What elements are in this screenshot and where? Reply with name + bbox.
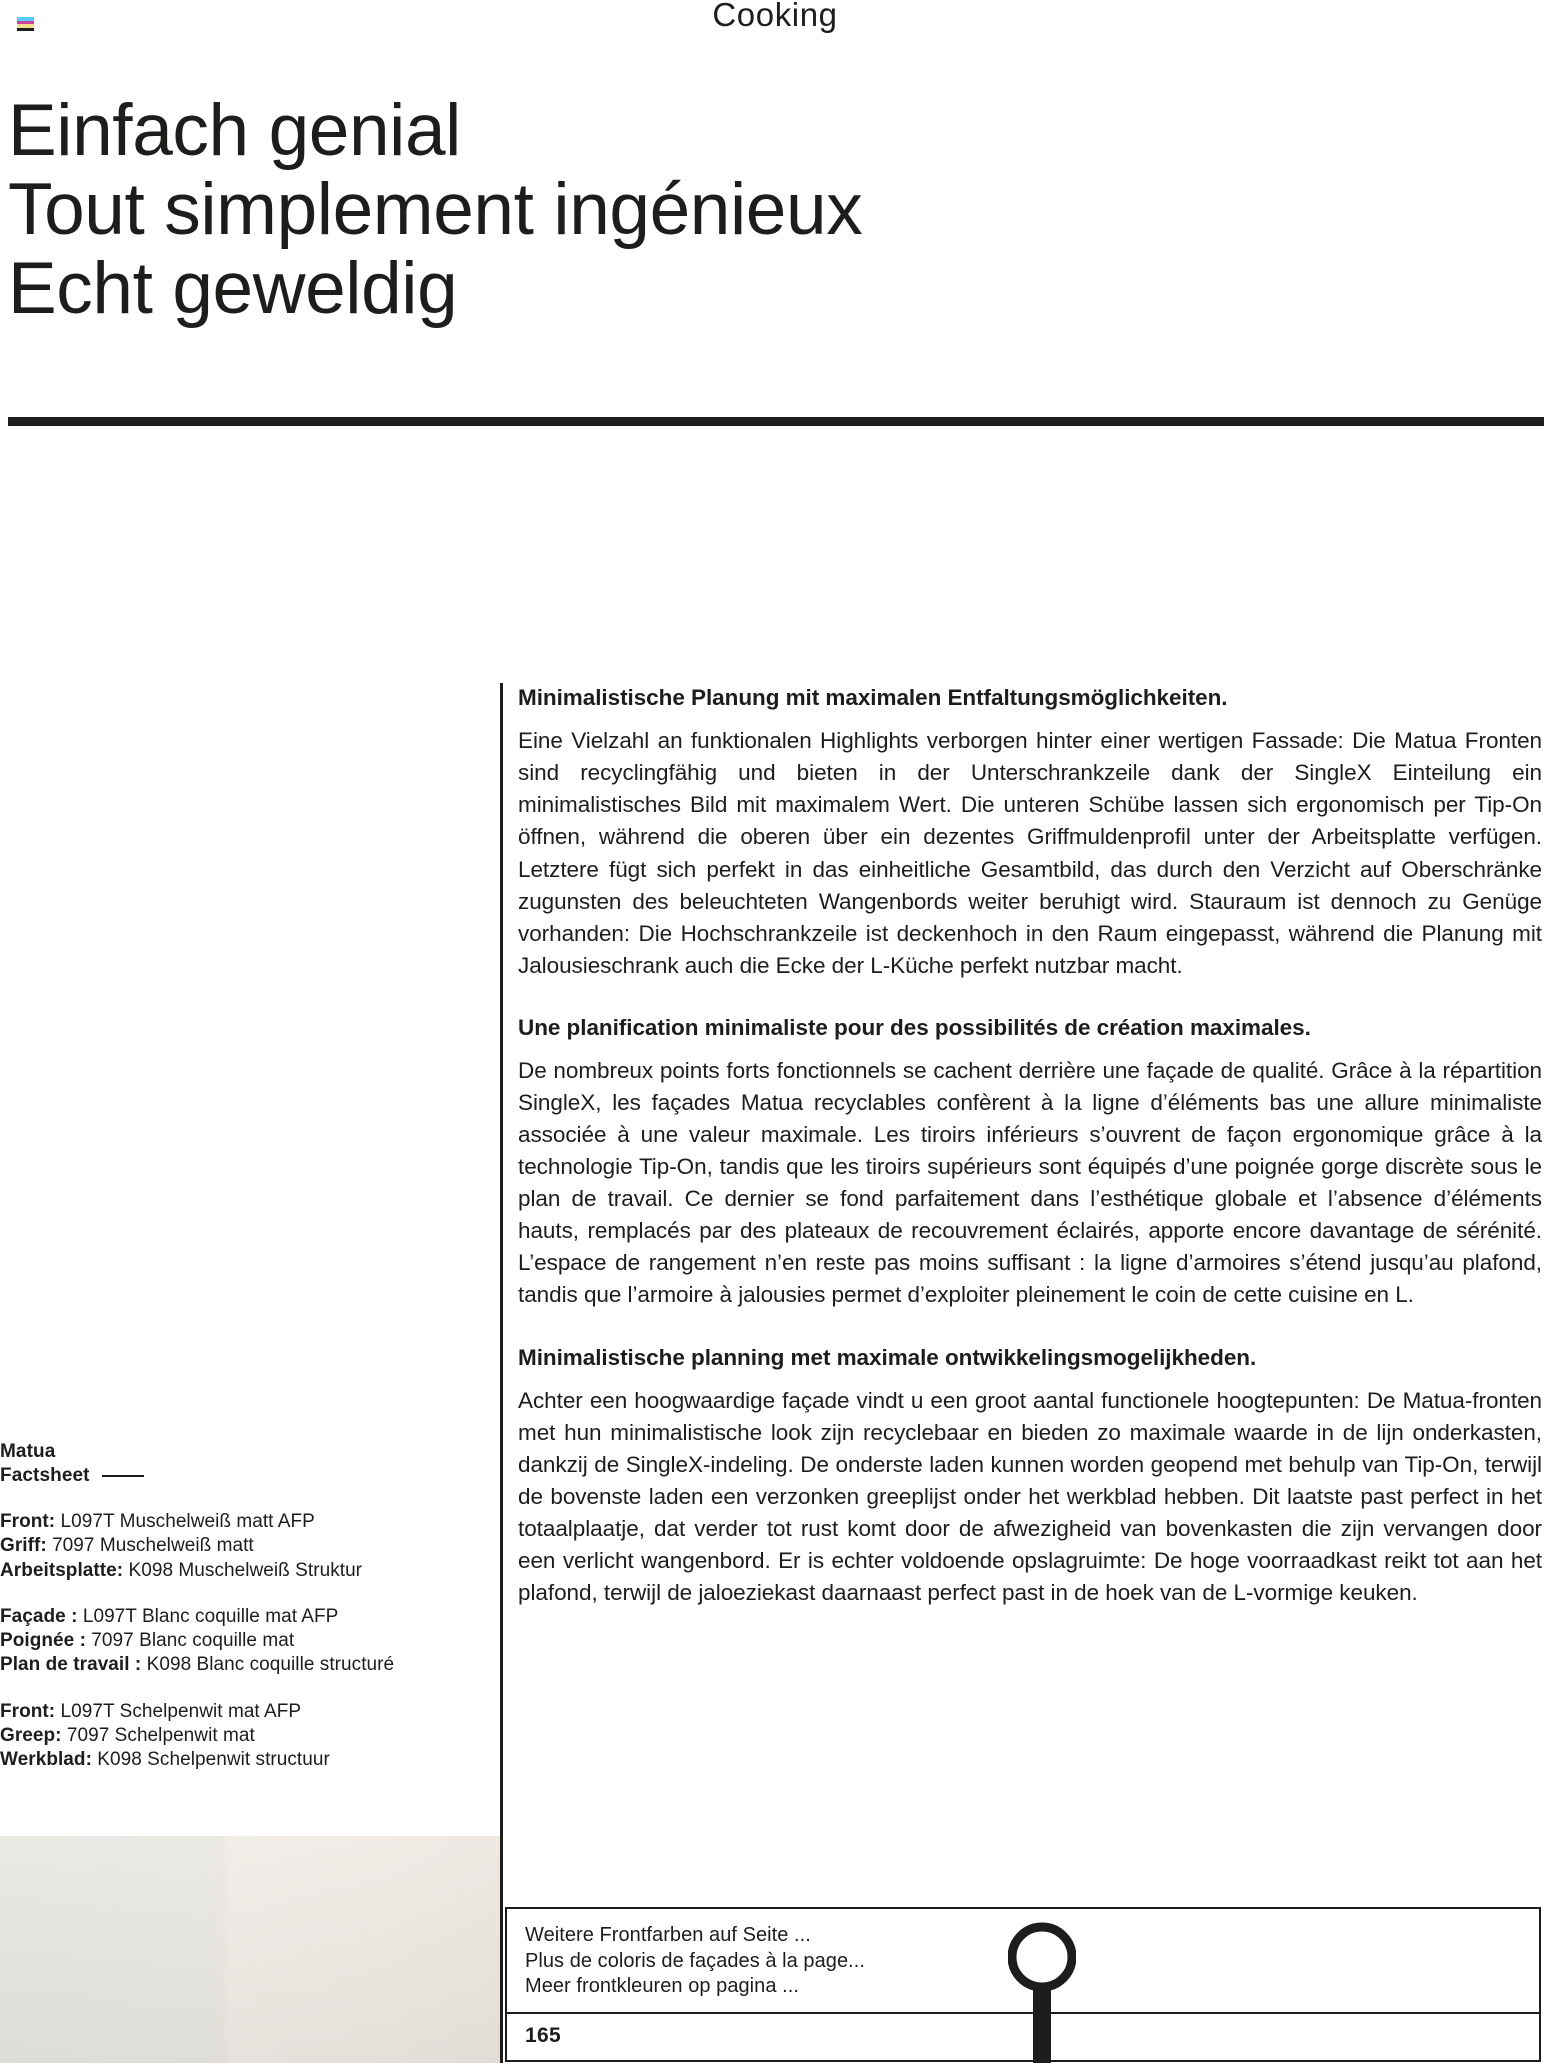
- factsheet-group-fr: [0, 1605, 500, 1678]
- factsheet-group-nl: [0, 1700, 500, 1773]
- page-number: 165: [525, 2023, 561, 2047]
- description-block: [518, 683, 1542, 1609]
- factsheet-row-value: K098 Muschelweiß Struktur: [123, 1559, 363, 1581]
- cross-reference-note-fr: Plus de coloris de façades à la page...: [525, 1949, 865, 1972]
- page-title: [8, 92, 1408, 328]
- factsheet-title-row: [0, 1464, 500, 1488]
- factsheet-row: [0, 1605, 500, 1629]
- factsheet-row-value: 7097 Muschelweiß matt: [46, 1535, 254, 1557]
- factsheet-row-value: L097T Schelpenwit mat AFP: [55, 1700, 302, 1722]
- factsheet-row: [0, 1700, 500, 1724]
- factsheet-row: [0, 1748, 500, 1772]
- factsheet-row-value: K098 Schelpenwit structuur: [91, 1749, 330, 1771]
- headline-divider-rule: [8, 417, 1544, 426]
- factsheet-row: [0, 1653, 500, 1677]
- factsheet-title-line1: Matua: [0, 1441, 56, 1462]
- headline-line-nl: Echt geweldig: [8, 247, 458, 329]
- paragraph-fr: De nombreux points forts fonctionnels se cachent derrière une façade de qualité. Grâce à la répartition SingleX, les façades Matua recyclables confèrent à la ligne d’éléments bas une allure minimaliste associée à une valeur maximale. Les tiroirs inférieurs s’ouvrent de façon ergonomique grâce à la technologie Tip-On, tandis que les tiroirs supérieurs sont équipés d’une poignée gorge discrète sous le plan de travail. Ce dernier se fond parfaitement dans l’esthétique globale et l’absence d’éléments hauts, remplacés par des plateaux de recouvrement éclairés, apporte encore davantage de sérénité. L’espace de rangement n’en reste pas moins suffisant : la ligne d’armoires s’étend jusqu’au plafond, tandis que l’armoire à jalousies permet d’exploiter pleinement le coin de cette cuisine en L.: [518, 1058, 1542, 1308]
- heading-nl: Minimalistische planning met maximale ontwikkelingsmogelijkheden.: [518, 1344, 1257, 1370]
- factsheet-row-value: K098 Blanc coquille structuré: [141, 1654, 395, 1676]
- factsheet-title-line2: Factsheet: [0, 1464, 90, 1486]
- factsheet-row-label: Front:: [0, 1510, 56, 1532]
- factsheet-row-label: Arbeitsplatte:: [0, 1559, 124, 1581]
- factsheet-row: [0, 1510, 500, 1534]
- headline-line-de: Einfach genial: [8, 90, 462, 171]
- factsheet-row-label: Werkblad:: [0, 1749, 92, 1771]
- factsheet-row-label: Griff:: [0, 1535, 47, 1557]
- factsheet-row: [0, 1534, 500, 1558]
- factsheet-block: [0, 1440, 500, 1773]
- factsheet-row-value: 7097 Schelpenwit mat: [61, 1725, 255, 1747]
- factsheet-row-value: L097T Blanc coquille mat AFP: [77, 1605, 339, 1627]
- factsheet-row-label: Poignée :: [0, 1630, 86, 1652]
- factsheet-row-label: Plan de travail :: [0, 1654, 142, 1676]
- headline-line-fr: Tout simplement ingénieux: [8, 168, 863, 250]
- cross-reference-note-de: Weitere Frontfarben auf Seite ...: [525, 1924, 811, 1946]
- factsheet-row-value: 7097 Blanc coquille mat: [85, 1630, 295, 1652]
- paragraph-de: Eine Vielzahl an funktionalen Highlights verborgen hinter einer wertigen Fassade: Die Matua Fronten sind recyclingfähig und bieten in der Unterschrankzeile dank der SingleX Einteilung ein minimalistisches Bild mit maximalem Wert. Die unteren Schübe lassen sich ergonomisch per Tip-On öffnen, während die oberen über ein dezentes Griffmuldenprofil unter der Arbeitsplatte verfügen. Letztere fügt sich perfekt in das einheitliche Gesamtbild, das durch den Verzicht auf Oberschränke zugunsten des beleuchteten Wangenbords weiter beruhigt wird. Stauraum ist dennoch zu Genüge vorhanden: Die Hochschrankzeile ist deckenhoch in den Raum eingepasst, während die Planung mit Jalousieschrank auch die Ecke der L-Küche perfekt nutzbar macht.: [518, 728, 1542, 978]
- factsheet-group-de: [0, 1510, 500, 1583]
- column-divider-rule: [500, 683, 503, 2063]
- factsheet-row: [0, 1724, 500, 1748]
- factsheet-row-label: Front:: [0, 1700, 56, 1722]
- factsheet-row-label: Façade :: [0, 1605, 78, 1627]
- paragraph-nl: Achter een hoogwaardige façade vindt u een groot aantal functionele hoogtepunten: De Matua-fronten met hun minimalistische look zijn recyclebaar en bieden zo maximale waarde in de lijn onderkasten, dankzij de SingleX-indeling. De onderste laden kunnen worden geopend met behulp van Tip-On, terwijl de bovenste laden een verzonken greeplijst onder het werkblad hebben. Dit laatste past perfect in het totaalplaatje, dat verder tot rust komt door de afwezigheid van bovenkasten die zijn vervangen door een verlicht wangenbord. Er is echter voldoende opslagruimte: De hoge voorraadkast reikt tot aan het plafond, terwijl de jaloeziekast daarnaast perfect past in de hoek van de L-vormige keuken.: [518, 1387, 1542, 1606]
- running-head-title: Cooking: [712, 0, 838, 33]
- heading-fr: Une planification minimaliste pour des possibilités de création maximales.: [518, 1014, 1311, 1040]
- factsheet-row: [0, 1629, 500, 1653]
- factsheet-row: [0, 1559, 500, 1583]
- heading-de: Minimalistische Planung mit maximalen Entfaltungsmöglichkeiten.: [518, 685, 1228, 710]
- cross-reference-note-nl: Meer frontkleuren op pagina ...: [525, 1975, 799, 1998]
- factsheet-row-label: Greep:: [0, 1725, 62, 1747]
- magnifier-icon: [1008, 1913, 1076, 2063]
- material-swatch-image: [0, 1836, 500, 2063]
- factsheet-dash-rule: [102, 1475, 144, 1477]
- factsheet-row-value: L097T Muschelweiß matt AFP: [55, 1510, 315, 1532]
